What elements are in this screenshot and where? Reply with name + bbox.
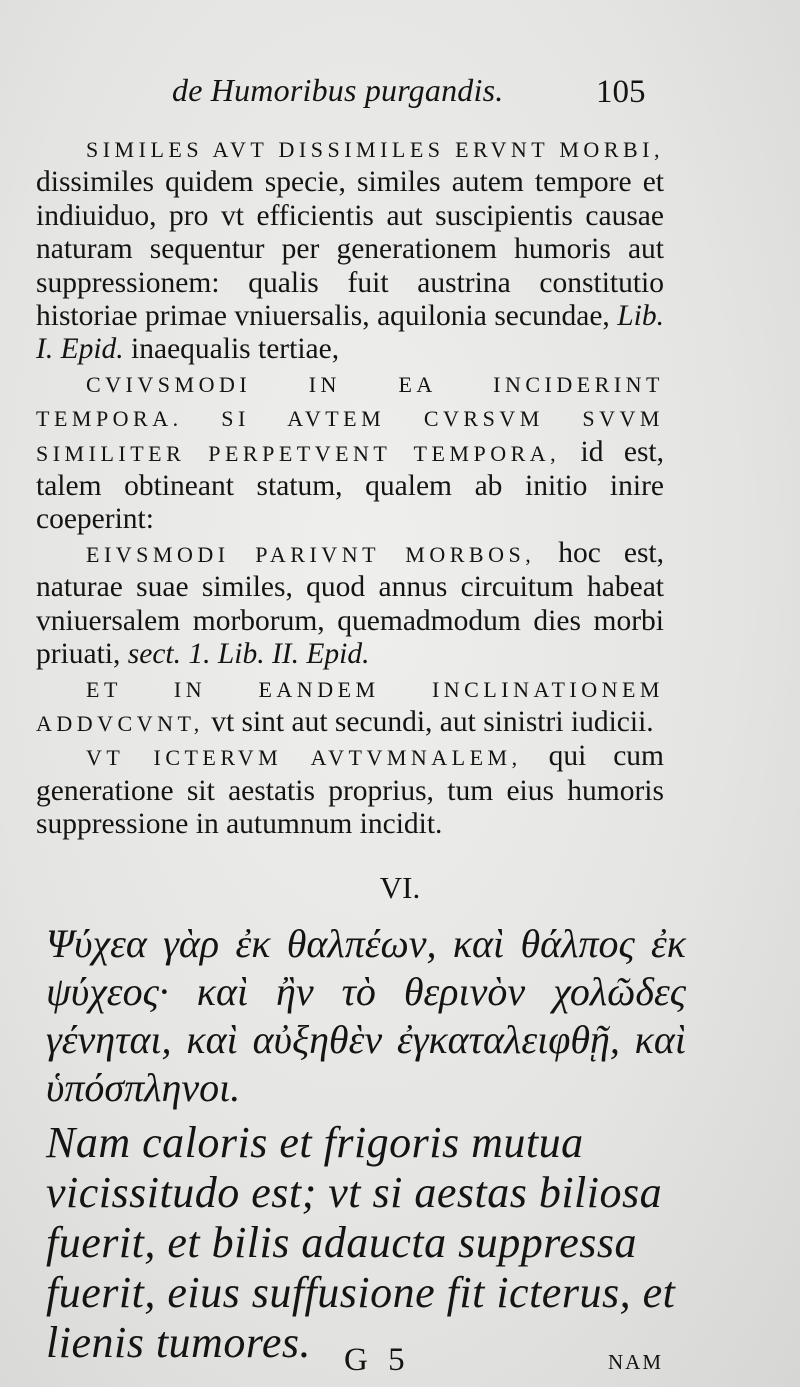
paragraph-similes [36, 132, 664, 367]
citation-lib-ii: sect. 1. Lib. II. Epid. [127, 638, 370, 671]
page-header [0, 72, 800, 122]
paragraph-text: dissimiles quidem specie, similes autem tempore et indiuiduo, pro vt efficientis aut suscipientis causae naturam sequentur per generationem humoris aut suppressionem: qualis fuit austrina constitutio historiae primae vniuersalis, aquilonia secundae, [36, 166, 664, 333]
lemma-vt-icterum: VT ICTERVM AVTVMNALEM, [86, 745, 522, 771]
paragraph-vt-icterum [36, 740, 664, 841]
lemma-cuiusmodi: CVIVSMODI IN EA INCIDERINT TEMPORA. SI AVTEM CVRSVM SVVM SIMILITER PERPETVENT TEMPORA, [36, 371, 664, 466]
paragraph-text: hoc est, naturae suae similes, quod annus circuitum habeat vniuersalem morborum, quemadmodum dies morbi priuati, [36, 536, 664, 671]
greek-aphorism: Ψύχεα γὰρ ἐκ θαλπέων, καὶ θάλπος ἐκ ψύχεος· καὶ ἢν τὸ θερινὸν χολῶδες γένηται, καὶ αὐξηθὲν ἐγκαταλειφθῇ, καὶ ὑπόσπληνοι. [46, 921, 686, 1110]
commentary-body [36, 132, 664, 842]
running-title: de Humoribus purgandis. [172, 72, 504, 108]
paragraph-text-end: inaequalis tertiae, [123, 333, 340, 366]
paragraph-text: id est, talem obtineant statum, qualem ab initio inire coeperint: [36, 435, 664, 536]
lemma-similes: SIMILES AVT DISSIMILES ERVNT MORBI, [86, 137, 664, 162]
catchword: NAM [608, 1350, 664, 1374]
paragraph-et-in-eandem [36, 672, 664, 741]
page-footer [0, 1342, 800, 1382]
section-number: VI. [379, 870, 421, 905]
latin-translation: Nam caloris et frigoris mutua vicissitudo est; vt si aestas biliosa fuerit, et bilis adaucta suppressa fuerit, eius suffusione fit icterus, et lienis tumores. [46, 1118, 676, 1367]
page-number: 105 [596, 74, 646, 110]
citation-lib-i: Lib. I. Epid. [36, 300, 664, 366]
paragraph-eiusmodi [36, 537, 664, 672]
lemma-eiusmodi: EIVSMODI PARIVNT MORBOS, [86, 541, 536, 567]
lemma-et-in-eandem: ET IN EANDEM INCLINATIONEM ADDVCVNT, [36, 676, 664, 736]
signature-mark: G 5 [344, 1342, 411, 1378]
paragraph-text: vt sint aut secundi, aut sinistri iudicii. [203, 705, 654, 738]
paragraph-text: qui cum generatione sit aestatis proprius, tum eius humoris suppressione in autumnum incidit. [36, 740, 664, 841]
paragraph-cuiusmodi [36, 367, 664, 537]
